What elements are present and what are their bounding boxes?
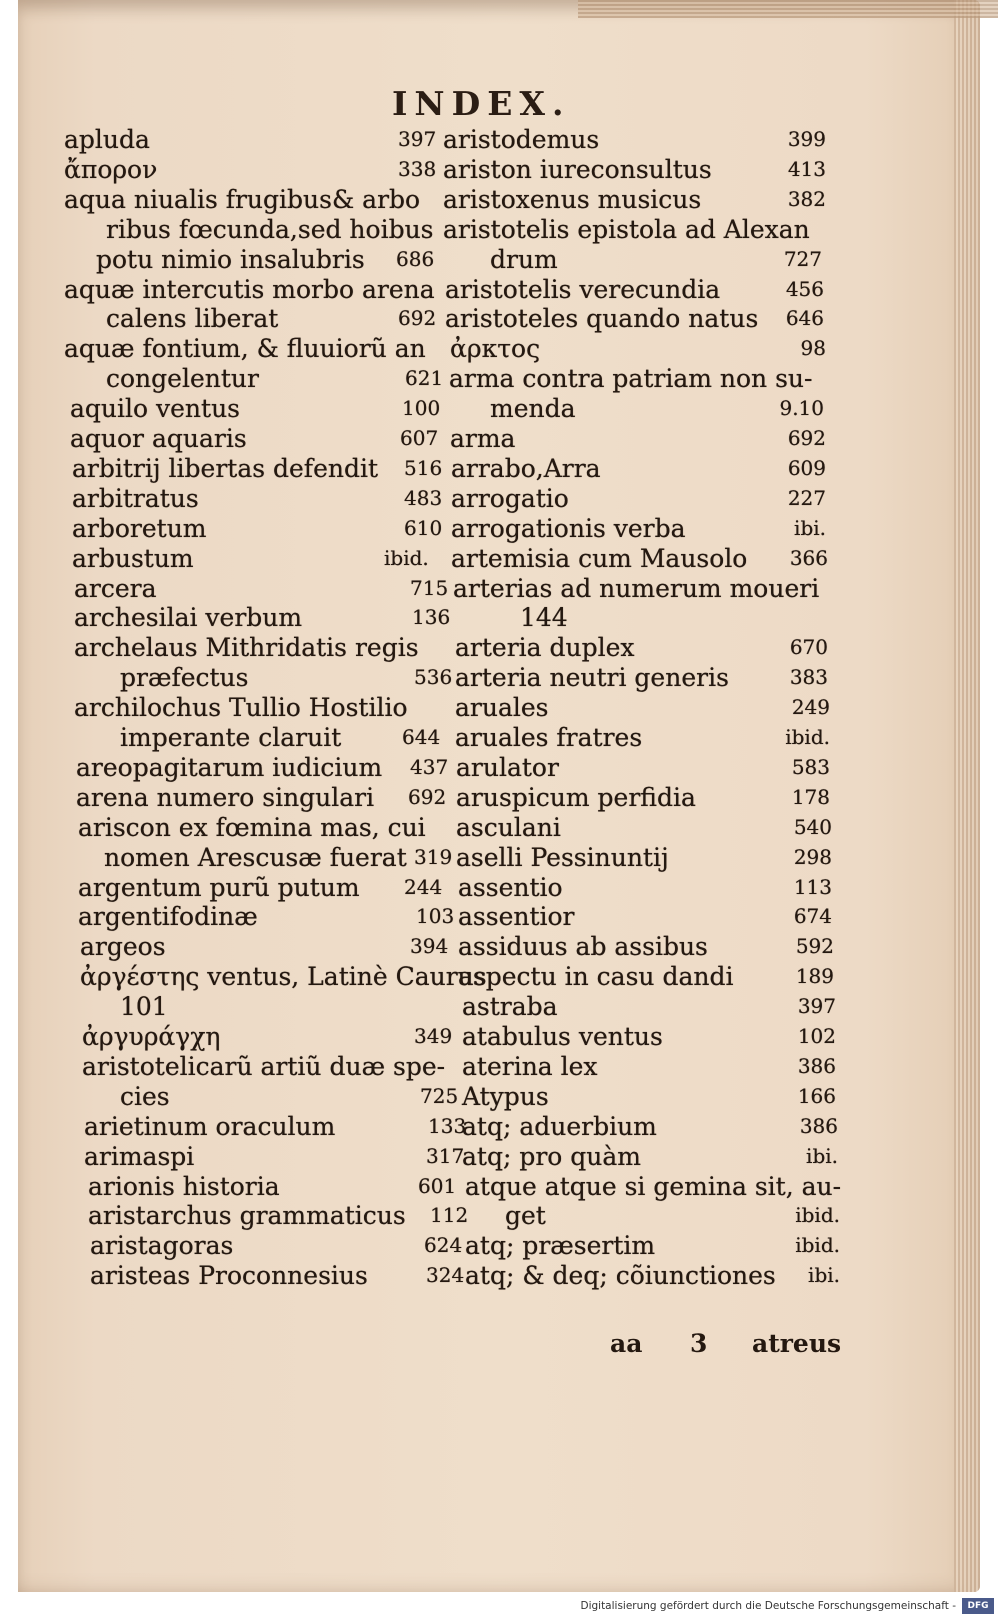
index-line	[0, 244, 1000, 275]
entry-left-text: arimaspi	[84, 1142, 195, 1171]
index-line	[0, 573, 1000, 604]
entry-right-text: astraba	[462, 992, 558, 1021]
entry-right-page: 592	[795, 934, 834, 958]
index-line	[0, 154, 1000, 185]
entry-right-text: ἀρκτος	[450, 334, 541, 363]
entry-left-page: 483	[404, 486, 443, 510]
entry-right-page: 9.10	[779, 396, 824, 420]
index-line	[0, 1260, 1000, 1291]
entry-right-text: arrabo,Arra	[451, 454, 601, 483]
entry-right-page: 413	[787, 157, 826, 181]
catchword-leaf: 3	[690, 1329, 708, 1358]
entry-left-text: ἄπορον	[64, 155, 158, 184]
entry-right-page: 727	[783, 247, 822, 271]
index-line	[0, 872, 1000, 903]
index-line	[0, 842, 1000, 873]
page-title: INDEX.	[392, 84, 571, 123]
index-line	[0, 602, 1000, 633]
index-line	[0, 1230, 1000, 1261]
dfg-logo-icon: DFG	[962, 1598, 994, 1614]
entry-left-text: ἀργυράγχη	[82, 1022, 221, 1051]
entry-right-page: ibid.	[795, 1233, 840, 1257]
index-line	[0, 1081, 1000, 1112]
entry-right-text: aterina lex	[462, 1052, 598, 1081]
index-line	[0, 1200, 1000, 1231]
entry-left-page: 601	[418, 1174, 457, 1198]
entry-right-text: assiduus ab assibus	[458, 932, 708, 961]
entry-right-page: 646	[785, 306, 824, 330]
entry-left-page: 715	[410, 576, 449, 600]
entry-left-text: aquor aquaris	[70, 424, 247, 453]
entry-left-page: 692	[408, 785, 447, 809]
index-line	[0, 991, 1000, 1022]
entry-left-text: arcera	[74, 574, 157, 603]
catchword-next: atreus	[752, 1329, 842, 1358]
entry-left-text: ribus fœcunda,sed hoibus	[106, 215, 434, 244]
entry-left-page: 644	[402, 725, 441, 749]
entry-left-page: 317	[426, 1144, 465, 1168]
entry-right-text: drum	[490, 245, 558, 274]
index-line	[0, 782, 1000, 813]
index-line	[0, 333, 1000, 364]
entry-right-text: artemisia cum Mausolo	[451, 544, 748, 573]
index-line	[0, 1051, 1000, 1082]
entry-right-text: aruales	[455, 693, 549, 722]
entry-right-page: 583	[791, 755, 830, 779]
entry-left-page: 319	[414, 845, 453, 869]
index-line	[0, 513, 1000, 544]
index-line	[0, 393, 1000, 424]
entry-right-text: 144	[520, 603, 568, 632]
entry-right-page: 386	[797, 1054, 836, 1078]
entry-left-text: aristarchus grammaticus	[88, 1201, 406, 1230]
entry-left-text: imperante claruit	[120, 723, 342, 752]
entry-left-page: 103	[416, 904, 455, 928]
entry-left-text: aquilo ventus	[70, 394, 240, 423]
entry-right-page: ibi.	[808, 1263, 840, 1287]
entry-right-text: aristoteles quando natus	[445, 304, 759, 333]
entry-right-text: arulator	[456, 753, 559, 782]
footer-credit: Digitalisierung gefördert durch die Deutsche Forschungsgemeinschaft -	[580, 1600, 956, 1612]
entry-right-page: 249	[791, 695, 830, 719]
entry-left-text: calens liberat	[106, 304, 279, 333]
entry-right-page: 102	[797, 1024, 836, 1048]
entry-left-text: aquæ intercutis morbo arena	[64, 275, 435, 304]
index-line	[0, 632, 1000, 663]
entry-left-text: præfectus	[120, 663, 249, 692]
index-line	[0, 1171, 1000, 1202]
index-line	[0, 662, 1000, 693]
entry-left-text: areopagitarum iudicium	[76, 753, 383, 782]
entry-right-page: 189	[795, 964, 834, 988]
entry-right-text: atq; aduerbium	[462, 1112, 657, 1141]
entry-right-text: aruspicum perfidia	[456, 783, 696, 812]
index-line	[0, 124, 1000, 155]
entry-left-page: 692	[398, 306, 437, 330]
entry-left-text: ἀργέστης ventus, Latinè Caurus	[80, 962, 487, 991]
entry-right-page: 670	[789, 635, 828, 659]
entry-right-text: assentio	[458, 873, 563, 902]
entry-right-page: 609	[787, 456, 826, 480]
index-line	[0, 363, 1000, 394]
entry-left-text: arbitratus	[72, 484, 199, 513]
entry-right-text: aruales fratres	[455, 723, 643, 752]
entry-right-text: asculani	[456, 813, 561, 842]
index-line	[0, 303, 1000, 334]
entry-left-text: 101	[120, 992, 168, 1021]
entry-right-page: 227	[787, 486, 826, 510]
entry-right-text: get	[505, 1201, 546, 1230]
entry-right-text: assentior	[458, 902, 575, 931]
entry-left-page: 324	[426, 1263, 465, 1287]
index-line	[0, 1141, 1000, 1172]
index-line	[0, 543, 1000, 574]
index-line	[0, 1111, 1000, 1142]
entry-left-page: 624	[424, 1233, 463, 1257]
entry-right-page: ibi.	[794, 516, 826, 540]
entry-right-page: 166	[797, 1084, 836, 1108]
entry-left-text: archesilai verbum	[74, 603, 303, 632]
entry-right-page: 674	[793, 904, 832, 928]
entry-left-text: archilochus Tullio Hostilio	[74, 693, 408, 722]
index-line	[0, 692, 1000, 723]
entry-right-text: aristodemus	[443, 125, 600, 154]
entry-left-text: arboretum	[72, 514, 207, 543]
entry-left-text: potu nimio insalubris	[96, 245, 365, 274]
entry-left-page: 133	[428, 1114, 467, 1138]
index-line	[0, 1021, 1000, 1052]
entry-right-text: ariston iureconsultus	[443, 155, 712, 184]
entry-left-text: congelentur	[106, 364, 259, 393]
entry-left-text: arietinum oraculum	[84, 1112, 336, 1141]
entry-right-page: ibid.	[785, 725, 830, 749]
entry-left-page: ibid.	[384, 546, 429, 570]
entry-left-text: cies	[120, 1082, 170, 1111]
entry-right-page: ibid.	[795, 1203, 840, 1227]
entry-left-page: 112	[430, 1203, 469, 1227]
entry-right-text: aristotelis epistola ad Alexan	[443, 215, 810, 244]
entry-right-text: arteria duplex	[455, 633, 635, 662]
entry-left-page: 397	[398, 127, 437, 151]
entry-left-text: arena numero singulari	[76, 783, 375, 812]
entry-right-page: 383	[789, 665, 828, 689]
index-line	[0, 722, 1000, 753]
index-line	[0, 961, 1000, 992]
entry-left-text: arbustum	[72, 544, 194, 573]
entry-left-page: 338	[398, 157, 437, 181]
entry-left-page: 516	[404, 456, 443, 480]
entry-right-page: 98	[800, 336, 826, 360]
entry-left-text: argentifodinæ	[78, 902, 258, 931]
entry-right-text: arma contra patriam non su-	[449, 364, 813, 393]
index-line	[0, 901, 1000, 932]
entry-left-text: nomen Arescusæ fuerat	[104, 843, 407, 872]
entry-right-text: aspectu in casu dandi	[458, 962, 734, 991]
entry-right-text: atq; præsertim	[465, 1231, 656, 1260]
entry-left-page: 725	[420, 1084, 459, 1108]
entry-left-text: arionis historia	[88, 1172, 280, 1201]
entry-right-page: 386	[799, 1114, 838, 1138]
entry-right-page: 540	[793, 815, 832, 839]
entry-left-text: aristeas Proconnesius	[90, 1261, 368, 1290]
entry-right-page: 397	[797, 994, 836, 1018]
entry-right-text: atabulus ventus	[462, 1022, 663, 1051]
index-line	[0, 812, 1000, 843]
entry-left-page: 621	[405, 366, 444, 390]
entry-right-text: atque atque si gemina sit, au-	[465, 1172, 842, 1201]
entry-left-text: aqua niualis frugibus& arbo	[64, 185, 421, 214]
entry-left-text: aquæ fontium, & fluuiorũ an	[64, 334, 426, 363]
entry-left-page: 244	[404, 875, 443, 899]
entry-right-text: aselli Pessinuntij	[456, 843, 669, 872]
entry-left-page: 100	[402, 396, 441, 420]
entry-left-page: 610	[404, 516, 443, 540]
index-line	[0, 931, 1000, 962]
entry-left-page: 437	[410, 755, 449, 779]
index-line	[0, 453, 1000, 484]
entry-left-page: 394	[410, 934, 449, 958]
entry-right-text: atq; pro quàm	[462, 1142, 641, 1171]
entry-left-page: 349	[414, 1024, 453, 1048]
entry-right-text: atq; & deq; cõiunctiones	[465, 1261, 776, 1290]
entry-left-page: 536	[414, 665, 453, 689]
entry-right-page: 692	[787, 426, 826, 450]
entry-right-page: 399	[787, 127, 826, 151]
entry-left-text: argeos	[80, 932, 166, 961]
entry-left-text: aristagoras	[90, 1231, 234, 1260]
entry-right-page: 366	[789, 546, 828, 570]
entry-right-text: arrogationis verba	[451, 514, 686, 543]
footer-bar	[0, 1592, 1000, 1623]
entry-left-page: 686	[396, 247, 435, 271]
index-line	[0, 423, 1000, 454]
entry-right-text: aristoxenus musicus	[443, 185, 702, 214]
entry-left-text: argentum purũ putum	[78, 873, 360, 902]
index-line	[0, 184, 1000, 215]
catchword-signature: aa	[610, 1329, 643, 1358]
index-line	[0, 483, 1000, 514]
entry-right-page: 456	[785, 277, 824, 301]
index-line	[0, 214, 1000, 245]
entry-right-text: arrogatio	[451, 484, 569, 513]
entry-left-text: apluda	[64, 125, 150, 154]
entry-left-text: aristotelicarũ artiũ duæ spe-	[82, 1052, 446, 1081]
index-line	[0, 752, 1000, 783]
entry-right-page: ibi.	[806, 1144, 838, 1168]
entry-left-text: archelaus Mithridatis regis	[74, 633, 419, 662]
entry-right-page: 298	[793, 845, 832, 869]
entry-right-text: arterias ad numerum moueri	[453, 574, 820, 603]
entry-right-text: arma	[450, 424, 516, 453]
index-line	[0, 274, 1000, 305]
entry-left-page: 607	[400, 426, 439, 450]
entry-right-text: aristotelis verecundia	[445, 275, 721, 304]
entry-right-text: menda	[490, 394, 576, 423]
entry-right-text: Atypus	[462, 1082, 549, 1111]
entry-right-text: arteria neutri generis	[455, 663, 729, 692]
entry-right-page: 382	[787, 187, 826, 211]
entry-left-text: ariscon ex fœmina mas, cui	[78, 813, 426, 842]
entry-right-page: 113	[793, 875, 832, 899]
entry-left-text: arbitrij libertas defendit	[72, 454, 379, 483]
entry-right-page: 178	[791, 785, 830, 809]
entry-left-page: 136	[412, 605, 451, 629]
